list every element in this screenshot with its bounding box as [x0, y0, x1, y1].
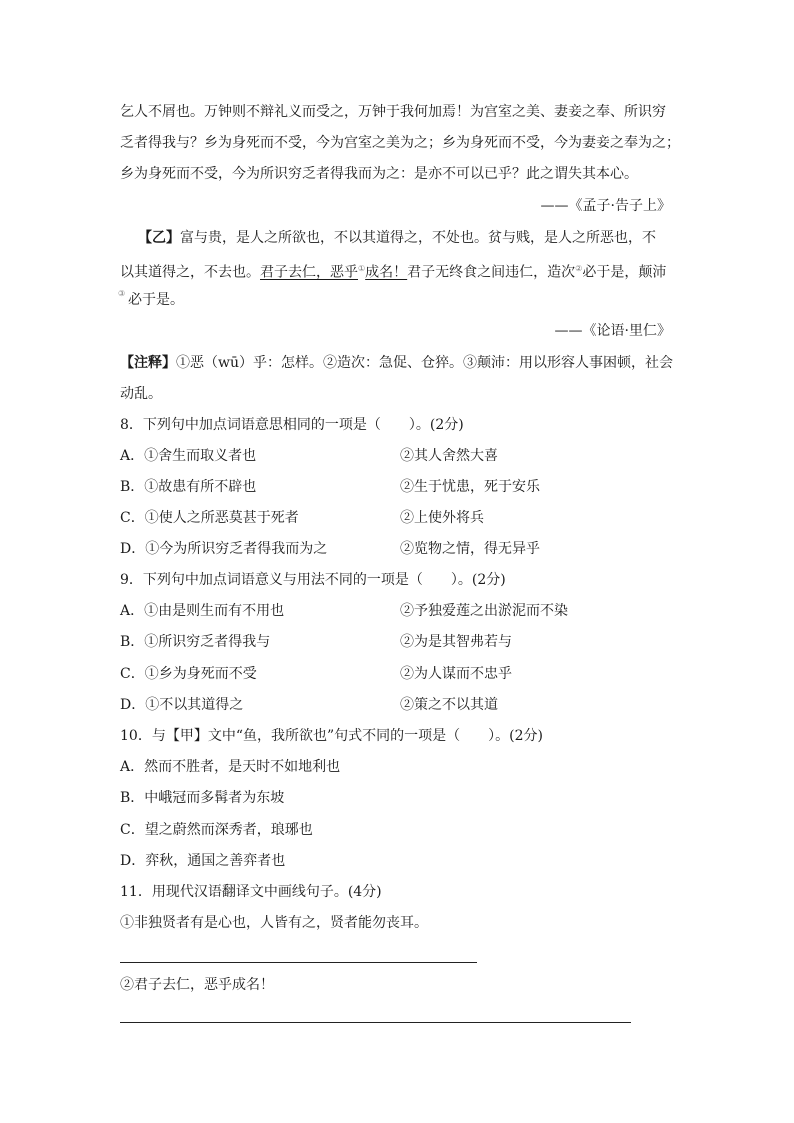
passage-b-line-2 — [120, 259, 666, 283]
q9-option-d[interactable]: D．①不以其道得之 — [120, 697, 244, 713]
q8-option-b[interactable]: B．①故患有所不辟也 — [120, 479, 257, 495]
underlined-sentence-part-2: 成名！ — [365, 264, 408, 281]
q10-option-d[interactable]: D．弈秋，通国之善弈者也 — [120, 853, 286, 869]
notes-line-2: 动乱。 — [120, 386, 162, 402]
source-analects: ——《论语·里仁》 — [554, 323, 671, 339]
passage-b-text-2a: 以其道得之，不去也。 — [120, 264, 260, 281]
passage-b-text-2c: 必于是，颠沛 — [582, 264, 667, 281]
note-marker-1: ① — [358, 264, 366, 273]
passage-b-line-3: 必于是。 — [128, 292, 184, 308]
passage-b-tag: 【乙】 — [138, 230, 180, 246]
q9-option-c-2: ②为人谋而不忠乎 — [400, 666, 512, 682]
passage-line-3: 乡为身死而不受，今为所识穷乏者得我而为之：是亦不可以已乎？此之谓失其本心。 — [120, 166, 638, 182]
question-10-stem: 10．与【甲】文中“鱼，我所欲也”句式不同的一项是（ ）。(2分) — [120, 728, 543, 744]
q8-option-d-2: ②览物之情，得无异乎 — [400, 541, 540, 557]
passage-line-1: 乞人不屑也。万钟则不辩礼义而受之，万钟于我何加焉！为宫室之美、妻妾之奉、所识穷 — [120, 104, 666, 120]
passage-b-line-1 — [138, 228, 656, 248]
question-8-stem: 8．下列句中加点词语意思相同的一项是（ ）。(2分) — [120, 417, 464, 433]
q9-option-b[interactable]: B．①所识穷乏者得我与 — [120, 634, 271, 650]
underlined-sentence-part-1: 君子去仁，恶乎 — [260, 264, 358, 281]
q8-option-c-2: ②上使外将兵 — [400, 510, 484, 526]
q9-option-a[interactable]: A．①由是则生而有不用也 — [120, 603, 285, 619]
q10-option-a[interactable]: A．然而不胜者，是天时不如地利也 — [120, 759, 341, 775]
passage-line-2: 乏者得我与？乡为身死而不受，今为宫室之美为之；乡为身死而不受，今为妻妾之奉为之； — [120, 135, 680, 151]
passage-b-text-2b: 君子无终食之间违仁，造次 — [407, 264, 576, 281]
q8-option-c[interactable]: C．①使人之所恶莫甚于死者 — [120, 510, 299, 526]
q8-option-b-2: ②生于忧患，死于安乐 — [400, 479, 540, 495]
q8-option-a-2: ②其人舍然大喜 — [400, 448, 498, 464]
note-marker-2: ② — [575, 264, 583, 273]
source-mencius: ——《孟子·告子上》 — [540, 198, 671, 214]
passage-b-text-1: 富与贵，是人之所欲也，不以其道得之，不处也。贫与贱，是人之所恶也，不 — [180, 230, 656, 246]
q8-option-d[interactable]: D．①今为所识穷乏者得我而为之 — [120, 541, 328, 557]
q9-option-a-2: ②予独爱莲之出淤泥而不染 — [400, 603, 568, 619]
q10-option-c[interactable]: C．望之蔚然而深秀者，琅琊也 — [120, 822, 313, 838]
q9-option-b-2: ②为是其智弗若与 — [400, 634, 512, 650]
q10-option-b[interactable]: B．中峨冠而多髯者为东坡 — [120, 790, 285, 806]
q9-option-c[interactable]: C．①乡为身死而不受 — [120, 666, 257, 682]
question-11-stem: 11．用现代汉语翻译文中画线句子。(4分) — [120, 884, 382, 900]
q9-option-d-2: ②策之不以其道 — [400, 697, 498, 713]
question-9-stem: 9．下列句中加点词语意义与用法不同的一项是（ ）。(2分) — [120, 572, 506, 588]
q11-item-1: ①非独贤者有是心也，人皆有之，贤者能勿丧耳。 — [120, 915, 428, 931]
q11-item-2: ②君子去仁，恶乎成名！ — [120, 977, 274, 993]
notes-tag: 【注释】 — [120, 355, 176, 371]
answer-line-2[interactable] — [120, 1022, 631, 1023]
note-marker-3: ③ — [118, 289, 126, 298]
answer-line-1[interactable] — [120, 962, 477, 963]
notes-text-1: ①恶（wū）乎：怎样。②造次：急促、仓猝。③颠沛：用以形容人事困顿，社会 — [176, 355, 673, 371]
q8-option-a[interactable]: A．①舍生而取义者也 — [120, 448, 257, 464]
notes-line-1 — [120, 353, 673, 373]
